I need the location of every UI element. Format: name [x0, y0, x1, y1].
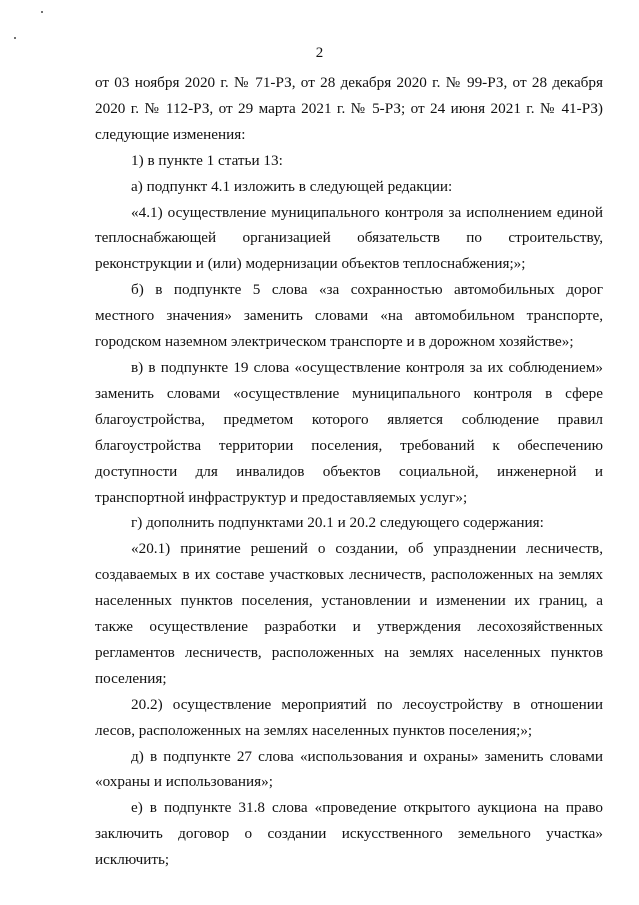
scan-speck	[14, 37, 16, 39]
paragraph-subitem-d: д) в подпункте 27 слова «использования и охраны» заменить словами «охраны и использования»;	[95, 747, 603, 791]
paragraph-quote-20-2: 20.2) осуществление мероприятий по лесоустройству в отношении лесов, расположенных на землях населенных пунктов поселения;»;	[95, 695, 603, 739]
scan-speck	[41, 11, 43, 13]
paragraph-quote-20-1: «20.1) принятие решений о создании, об упразднении лесничеств, создаваемых в их составе участковых лесничеств, расположенных на землях населенных пунктов поселения, установлении и изменении их границ, а также осуществление разработки и утверждения лесохозяйственных регламентов лесничеств, расположенных на землях населенных пунктов поселения;	[95, 540, 603, 687]
paragraph-subitem-g: г) дополнить подпунктами 20.1 и 20.2 следующего содержания:	[131, 514, 544, 532]
paragraph-quote-4-1: «4.1) осуществление муниципального контроля за исполнением единой теплоснабжающей организацией обязательств по строительству, реконструкции и (или) модернизации объектов теплоснабжения;»;	[95, 203, 603, 273]
document-body	[95, 70, 603, 873]
paragraph-subitem-v: в) в подпункте 19 слова «осуществление контроля за их соблюдением» заменить словами «осуществление муниципального контроля в сфере благоустройства, предметом которого является соблюдение правил благоустройства территории поселения, требований к обеспечению доступности для инвалидов объектов социальной, инженерной и транспортной инфраструктур и предоставляемых услуг»;	[95, 358, 603, 506]
page-number: 2	[315, 45, 324, 61]
paragraph-continuation: от 03 ноября 2020 г. № 71-РЗ, от 28 декабря 2020 г. № 99-РЗ, от 28 декабря 2020 г. № 112-РЗ, от 29 марта 2021 г. № 5-РЗ; от 24 июня 2021 г. № 41-РЗ) следующие изменения:	[95, 74, 603, 143]
paragraph-subitem-b: б) в подпункте 5 слова «за сохранностью автомобильных дорог местного значения» заменить словами «на автомобильном транспорте, городском наземном электрическом транспорте и в дорожном хозяйстве»;	[95, 281, 603, 351]
paragraph-subitem-a: а) подпункт 4.1 изложить в следующей редакции:	[131, 177, 453, 195]
paragraph-subitem-e: е) в подпункте 31.8 слова «проведение открытого аукциона на право заключить договор о создании искусственного земельного участка» исключить;	[95, 799, 603, 869]
paragraph-item-1: 1) в пункте 1 статьи 13:	[131, 151, 283, 169]
